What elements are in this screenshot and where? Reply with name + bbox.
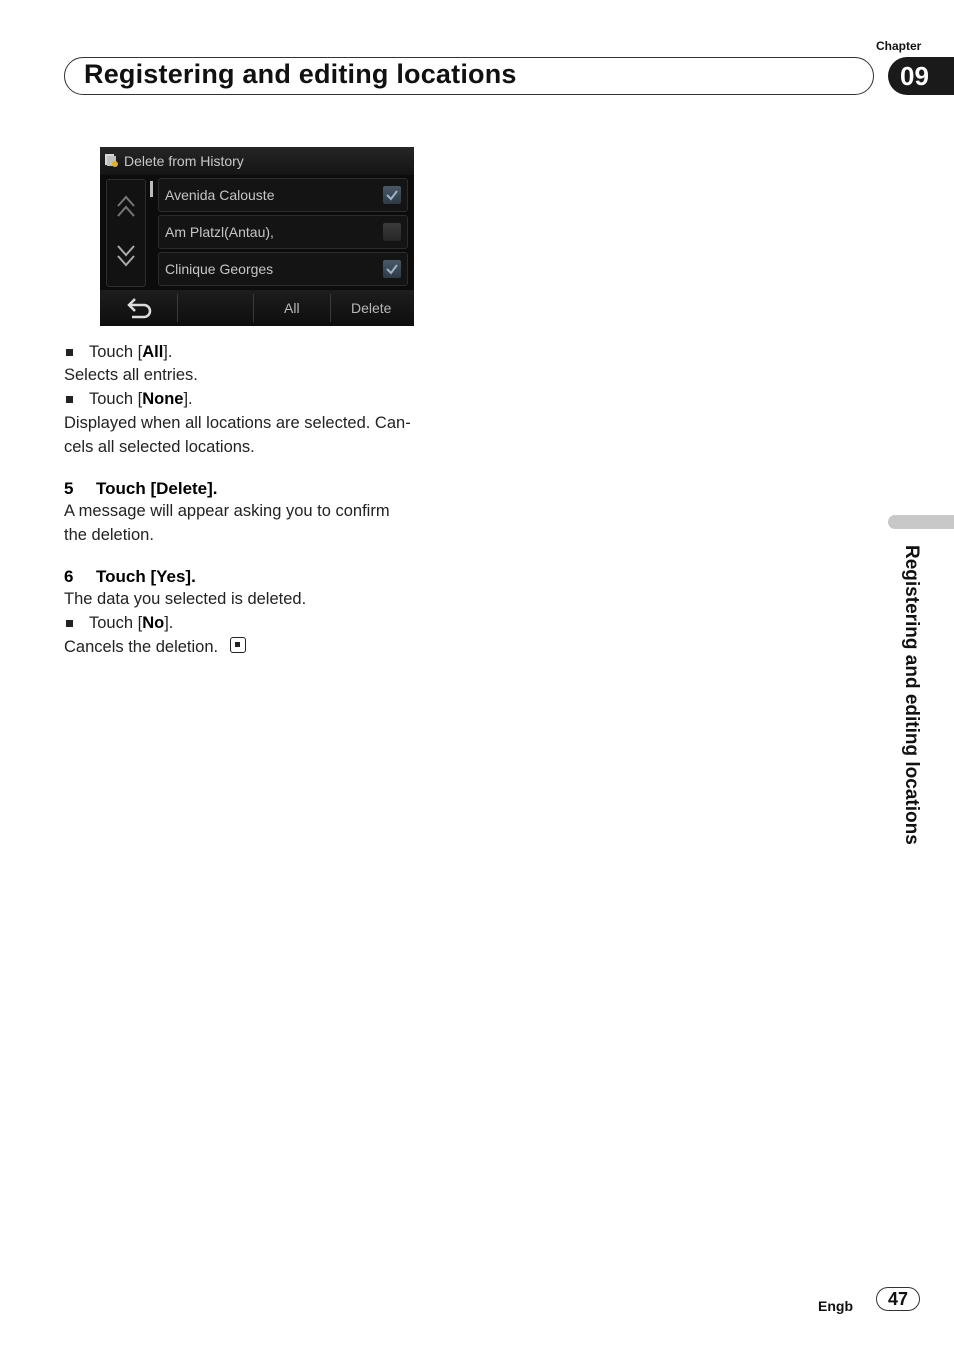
bullet-text-bold: All xyxy=(142,343,164,361)
page-title: Registering and editing locations xyxy=(84,59,517,89)
button-divider xyxy=(253,294,254,322)
bullet-touch-no xyxy=(89,614,173,633)
bullet-marker xyxy=(66,349,73,356)
all-description: Selects all entries. xyxy=(64,366,198,384)
step5-description-line1: A message will appear asking you to confirm xyxy=(64,502,390,520)
list-item-label: Avenida Calouste xyxy=(165,187,275,203)
bullet-text-post: ]. xyxy=(163,343,173,361)
step-heading: Touch [Yes]. xyxy=(96,567,196,586)
checkmark-icon xyxy=(385,188,399,202)
list-item-label: Clinique Georges xyxy=(165,261,274,277)
no-description: Cancels the deletion. xyxy=(64,638,219,656)
end-of-section-icon xyxy=(230,637,246,653)
step-heading: Touch [Delete]. xyxy=(96,479,218,498)
bullet-marker xyxy=(66,396,73,403)
bullet-text-post: ]. xyxy=(164,614,174,632)
screen-title-bar xyxy=(100,147,414,175)
bullet-text-post: ]. xyxy=(183,390,193,408)
step5-description-line2: the deletion. xyxy=(64,526,154,544)
chapter-number: 09 xyxy=(900,61,929,91)
list-item[interactable] xyxy=(158,215,408,249)
step-number: 5 xyxy=(64,479,74,498)
language-code: Engb xyxy=(818,1298,853,1314)
delete-button[interactable]: Delete xyxy=(351,300,392,316)
button-divider xyxy=(330,294,331,322)
side-tab-marker xyxy=(888,515,954,529)
list-item[interactable] xyxy=(158,178,408,212)
bullet-touch-all xyxy=(89,343,172,362)
chapter-label: Chapter xyxy=(876,39,922,53)
bullet-text-pre: Touch [ xyxy=(89,390,143,408)
history-icon xyxy=(104,153,118,167)
all-button[interactable]: All xyxy=(284,300,300,316)
list-item[interactable] xyxy=(158,252,408,286)
list-item-label: Am Platzl(Antau), xyxy=(165,224,274,240)
checkbox[interactable] xyxy=(383,186,401,204)
scroll-down-icon[interactable] xyxy=(115,240,137,270)
step6-description: The data you selected is deleted. xyxy=(64,590,307,608)
checkbox[interactable] xyxy=(383,260,401,278)
screen-title: Delete from History xyxy=(124,153,244,169)
bullet-touch-none xyxy=(89,390,193,409)
bullet-text-pre: Touch [ xyxy=(89,614,143,632)
device-screenshot xyxy=(100,147,414,326)
chapter-badge xyxy=(888,57,954,95)
bullet-text-pre: Touch [ xyxy=(89,343,143,361)
none-description-line1: Displayed when all locations are selected. Can- xyxy=(64,414,411,432)
button-divider xyxy=(177,294,178,322)
page-number: 47 xyxy=(876,1287,920,1311)
step-number: 6 xyxy=(64,567,74,586)
scroll-panel xyxy=(106,179,146,287)
scrollbar-thumb[interactable] xyxy=(150,181,153,197)
back-arrow-icon[interactable] xyxy=(124,296,154,320)
checkbox[interactable] xyxy=(383,223,401,241)
bullet-text-bold: No xyxy=(142,614,165,632)
bullet-text-bold: None xyxy=(142,390,184,408)
none-description-line2: cels all selected locations. xyxy=(64,438,255,456)
checkmark-icon xyxy=(385,262,399,276)
screen-button-bar xyxy=(100,290,414,326)
scroll-up-icon[interactable] xyxy=(115,192,137,222)
bullet-marker xyxy=(66,620,73,627)
side-section-label: Registering and editing locations xyxy=(901,545,922,845)
